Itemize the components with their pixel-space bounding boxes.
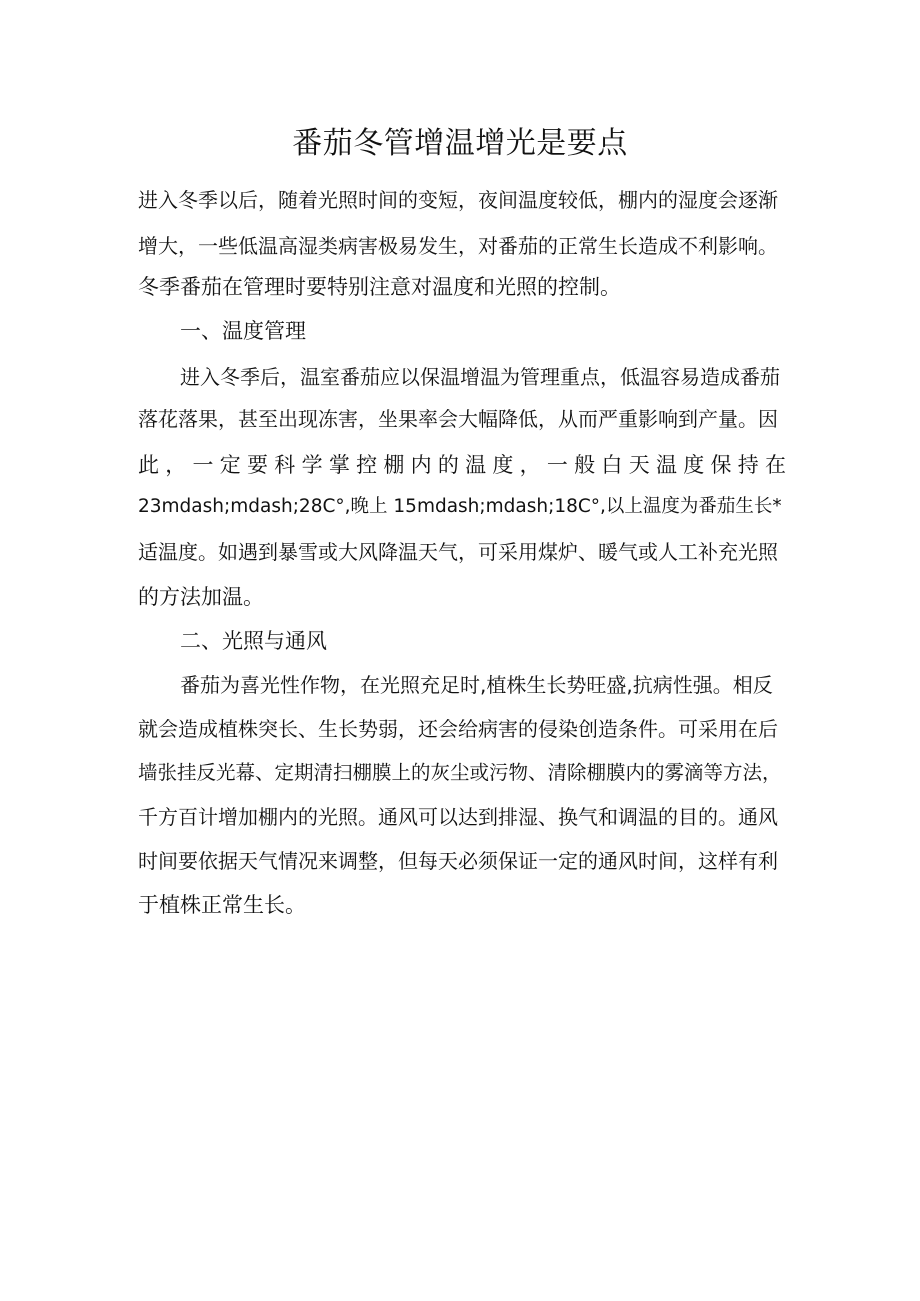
section-heading-temperature: 一、温度管理 [180,319,306,343]
section-heading-light-ventilation: 二、光照与通风 [180,629,327,653]
text-line: 墙张挂反光幕、定期清扫棚膜上的灰尘或污物、清除棚膜内的雾滴等方法， [138,761,782,784]
document-title: 番茄冬管增温增光是要点 [292,126,628,161]
text-line: 千方百计增加棚内的光照。通风可以达到排湿、换气和调温的目的。通风 [138,805,778,829]
text-line: 23mdash;mdash;28C°,晚上 15mdash;mdash;18C°,以上温度为番茄生长* [138,496,782,517]
text-line: 增大，一些低温高湿类病害极易发生，对番茄的正常生长造成不利影响。 [138,234,778,258]
text-line: 落花落果，甚至出现冻害，坐果率会大幅降低，从而严重影响到产量。因 [138,407,778,431]
text-line: 番茄为喜光性作物，在光照充足时,植株生长势旺盛,抗病性强。相反 [180,673,773,697]
text-line: 进入冬季以后，随着光照时间的变短，夜间温度较低，棚内的湿度会逐渐 [138,188,778,212]
text-line: 适温度。如遇到暴雪或大风降温天气，可采用煤炉、暖气或人工补充光照 [138,540,778,564]
text-line: 于植株正常生长。 [138,893,306,917]
text-line: 就会造成植株突长、生长势弱，还会给病害的侵染创造条件。可采用在后 [138,717,778,741]
text-line: 冬季番茄在管理时要特别注意对温度和光照的控制。 [138,275,621,299]
text-line: 进入冬季后，温室番茄应以保温增温为管理重点，低温容易造成番茄 [180,365,780,389]
text-line: 时间要依据天气情况来调整，但每天必须保证一定的通风时间，这样有利 [138,849,778,873]
text-line: 的方法加温。 [138,585,264,609]
text-line: 此，一定要科学掌控棚内的温度，一般白天温度保持在 [138,453,786,477]
